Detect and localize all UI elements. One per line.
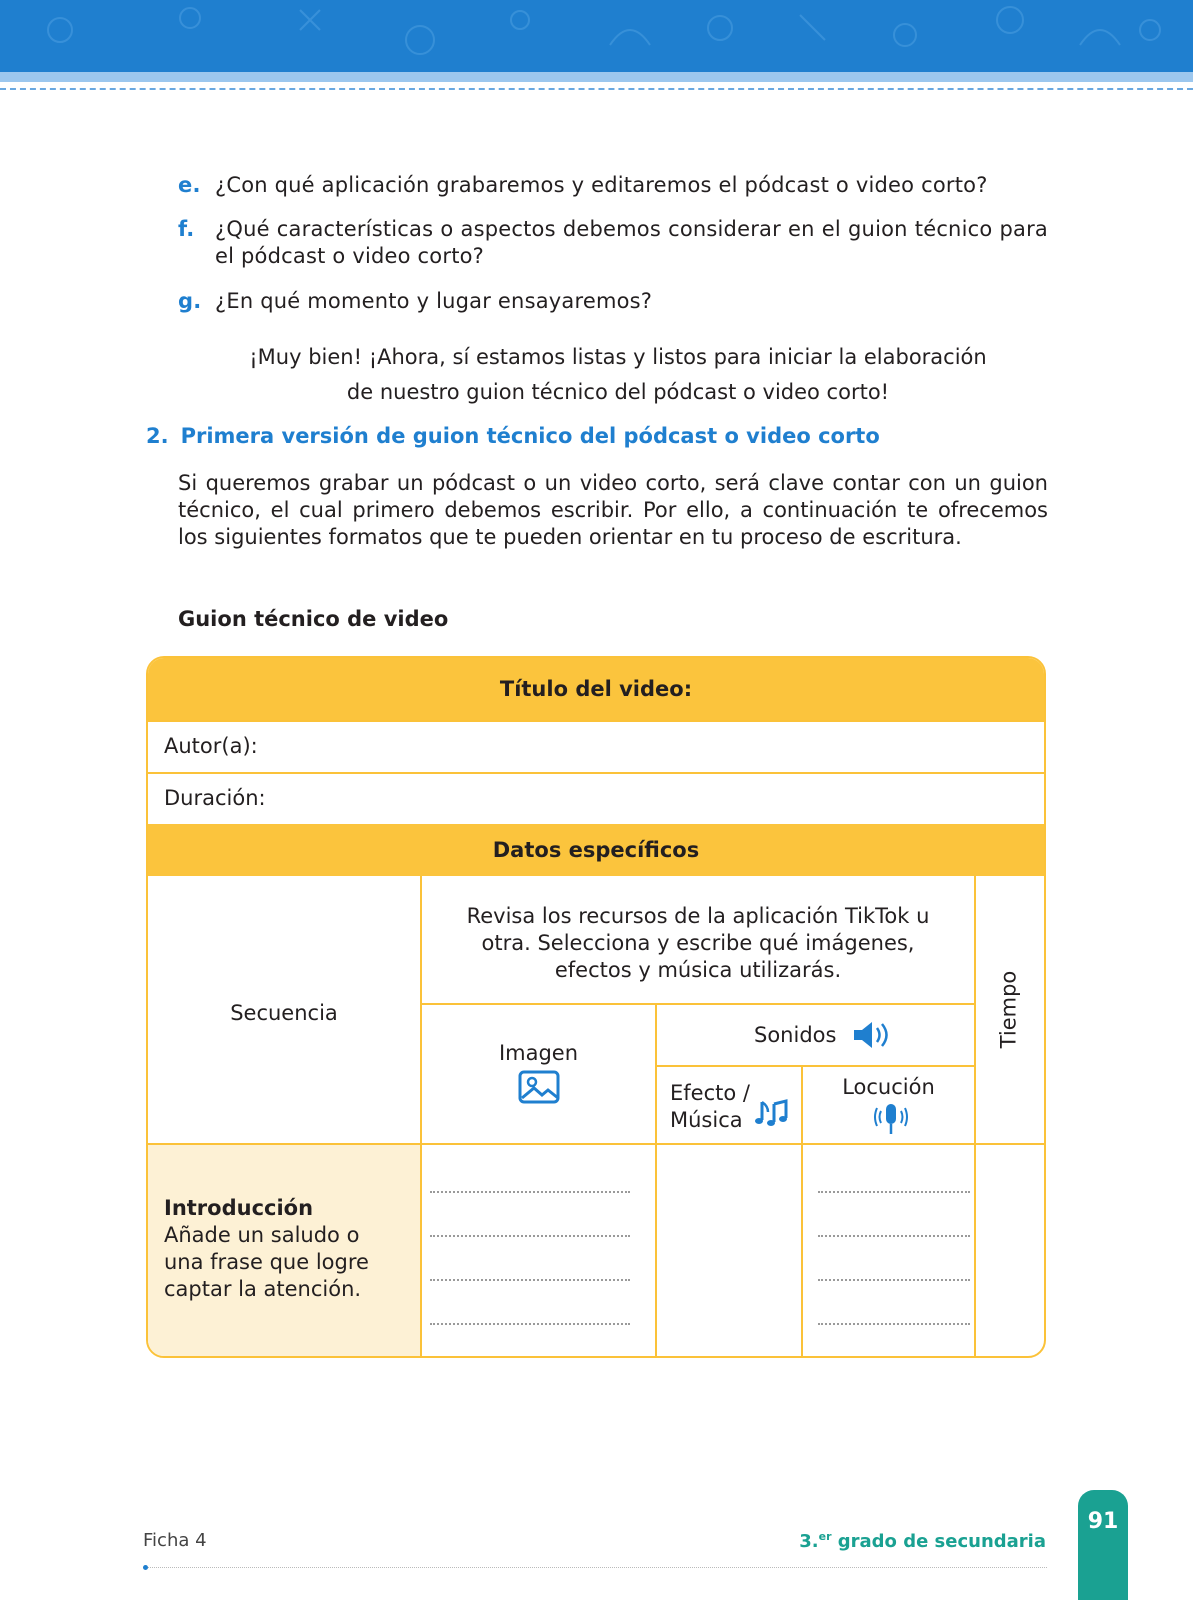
image-write-line-2[interactable] (430, 1235, 630, 1237)
video-title-label: Título del video: (499, 677, 693, 701)
voice-write-line-4[interactable] (818, 1323, 970, 1325)
banner-pattern (0, 0, 1193, 72)
header-dashed-divider (0, 88, 1193, 90)
effect-label: Efecto / (670, 1081, 750, 1105)
intro-title: Introducción (164, 1196, 314, 1220)
worksheet-label: Ficha 4 (143, 1530, 207, 1551)
column-divider (974, 876, 976, 1358)
question-f (178, 216, 1048, 270)
section-number: 2. (146, 424, 169, 448)
grade-text: grado de secundaria (831, 1531, 1046, 1552)
header-banner (0, 0, 1193, 72)
duration-label: Duración: (164, 786, 266, 810)
image-write-line-4[interactable] (430, 1323, 630, 1325)
video-script-table (146, 656, 1046, 1358)
time-label: Tiempo (996, 970, 1021, 1049)
image-icon (518, 1070, 560, 1108)
page-number: 91 (1087, 1509, 1119, 1534)
page-number-tab (1078, 1490, 1128, 1600)
voice-write-line-3[interactable] (818, 1279, 970, 1281)
effect-music-label (670, 1080, 750, 1134)
question-text: ¿Qué características o aspectos debemos considerar en el guion técnico para el pódcast o video corto? (215, 217, 1048, 268)
question-e (178, 172, 1048, 199)
title-row (148, 658, 1044, 720)
grade-label (799, 1530, 1046, 1552)
music-notes-icon (754, 1096, 788, 1132)
note-line-1: ¡Muy bien! ¡Ahora, sí estamos listas y listos para iniciar la elaboración (249, 345, 987, 369)
voice-write-line-2[interactable] (818, 1235, 970, 1237)
author-label: Autor(a): (164, 734, 258, 758)
duration-row[interactable] (148, 774, 1044, 824)
voice-label: Locución (842, 1075, 935, 1099)
column-divider (801, 1066, 803, 1358)
question-letter: f. (178, 217, 195, 241)
sequence-label: Secuencia (230, 1001, 338, 1025)
section-heading (146, 424, 880, 448)
intro-block (164, 1195, 404, 1303)
question-g (178, 288, 1048, 315)
question-text: ¿Con qué aplicación grabaremos y editaremos el pódcast o video corto? (215, 173, 988, 197)
image-write-line-1[interactable] (430, 1191, 630, 1193)
footer-divider (143, 1567, 1047, 1568)
voice-write-line-1[interactable] (818, 1191, 970, 1193)
question-letter: g. (178, 289, 202, 313)
row-divider (657, 1065, 974, 1067)
author-row[interactable] (148, 722, 1044, 772)
column-divider (655, 1003, 657, 1358)
section-paragraph: Si queremos grabar un pódcast o un video corto, será clave contar con un guion técnico, el cual primero debemos escribir. Por ello, a continuación te ofrecemos los siguientes formatos que te pueden orientar en tu proceso de escritura. (178, 471, 1048, 549)
table-subheading: Guion técnico de video (178, 607, 449, 631)
microphone-icon (874, 1102, 908, 1140)
question-letter: e. (178, 173, 201, 197)
section-title: Primera versión de guion técnico del pódcast o video corto (180, 424, 880, 448)
intro-text: Añade un saludo o una frase que logre captar la atención. (164, 1223, 369, 1301)
image-label: Imagen (498, 1041, 579, 1065)
row-divider (422, 1003, 974, 1005)
question-text: ¿En qué momento y lugar ensayaremos? (215, 289, 653, 313)
intro-cell (148, 1145, 420, 1358)
column-divider (420, 876, 422, 1358)
instructions-text: Revisa los recursos de la aplicación TikTok u otra. Selecciona y escribe qué imágenes, efectos y música utilizarás. (466, 904, 930, 982)
specific-data-row (148, 824, 1044, 876)
banner-stripe (0, 72, 1193, 82)
footer-dot (143, 1565, 148, 1570)
encouragement-note (200, 340, 1036, 410)
sounds-label: Sonidos (754, 1023, 837, 1047)
note-line-2: de nuestro guion técnico del pódcast o video corto! (346, 380, 890, 404)
music-label: Música (670, 1108, 743, 1132)
specific-data-header: Datos específicos (492, 838, 700, 862)
grade-number: 3. (799, 1531, 819, 1552)
grade-superscript: er (818, 1530, 832, 1543)
image-write-line-3[interactable] (430, 1279, 630, 1281)
speaker-icon (852, 1020, 892, 1054)
